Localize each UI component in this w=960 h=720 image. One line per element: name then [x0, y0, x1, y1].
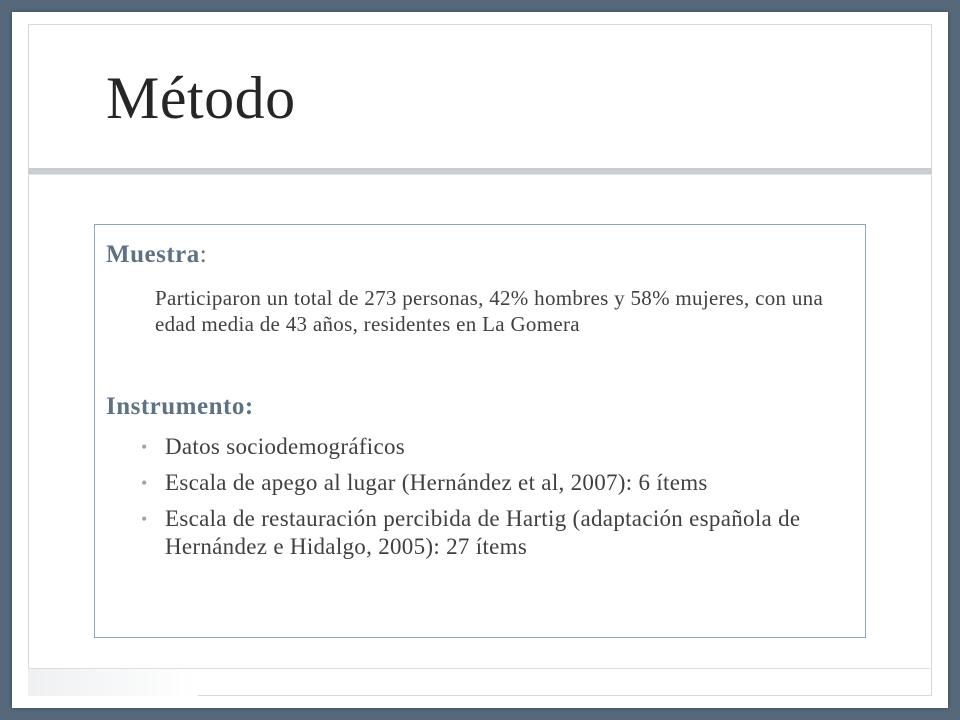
footer-shade: [28, 669, 198, 696]
list-item-text: Datos sociodemográficos: [165, 434, 406, 459]
content-box: [94, 224, 866, 638]
muestra-heading-colon: :: [199, 241, 208, 268]
bullet-icon: •: [141, 437, 148, 457]
slide: [12, 12, 948, 708]
title-divider-highlight: [28, 174, 932, 175]
instrumento-heading: Instrumento:: [106, 393, 254, 420]
bullet-icon: •: [141, 473, 148, 493]
instrumento-list: [135, 433, 855, 569]
muestra-heading-label: Muestra: [106, 241, 200, 268]
list-item: [135, 433, 855, 461]
slide-title: Método: [106, 65, 296, 131]
list-item-text: Escala de restauración percibida de Hartig (adaptación española de Hernández e Hidalgo, 2005): 27 ítems: [165, 506, 801, 559]
list-item: [135, 469, 855, 497]
bullet-icon: •: [141, 509, 148, 529]
list-item: [135, 505, 855, 561]
muestra-description: Participaron un total de 273 personas, 42% hombres y 58% mujeres, con una edad media de 43 años, residentes en La Gomera: [155, 286, 824, 336]
muestra-heading: [106, 241, 207, 269]
list-item-text: Escala de apego al lugar (Hernández et al, 2007): 6 ítems: [165, 470, 708, 495]
